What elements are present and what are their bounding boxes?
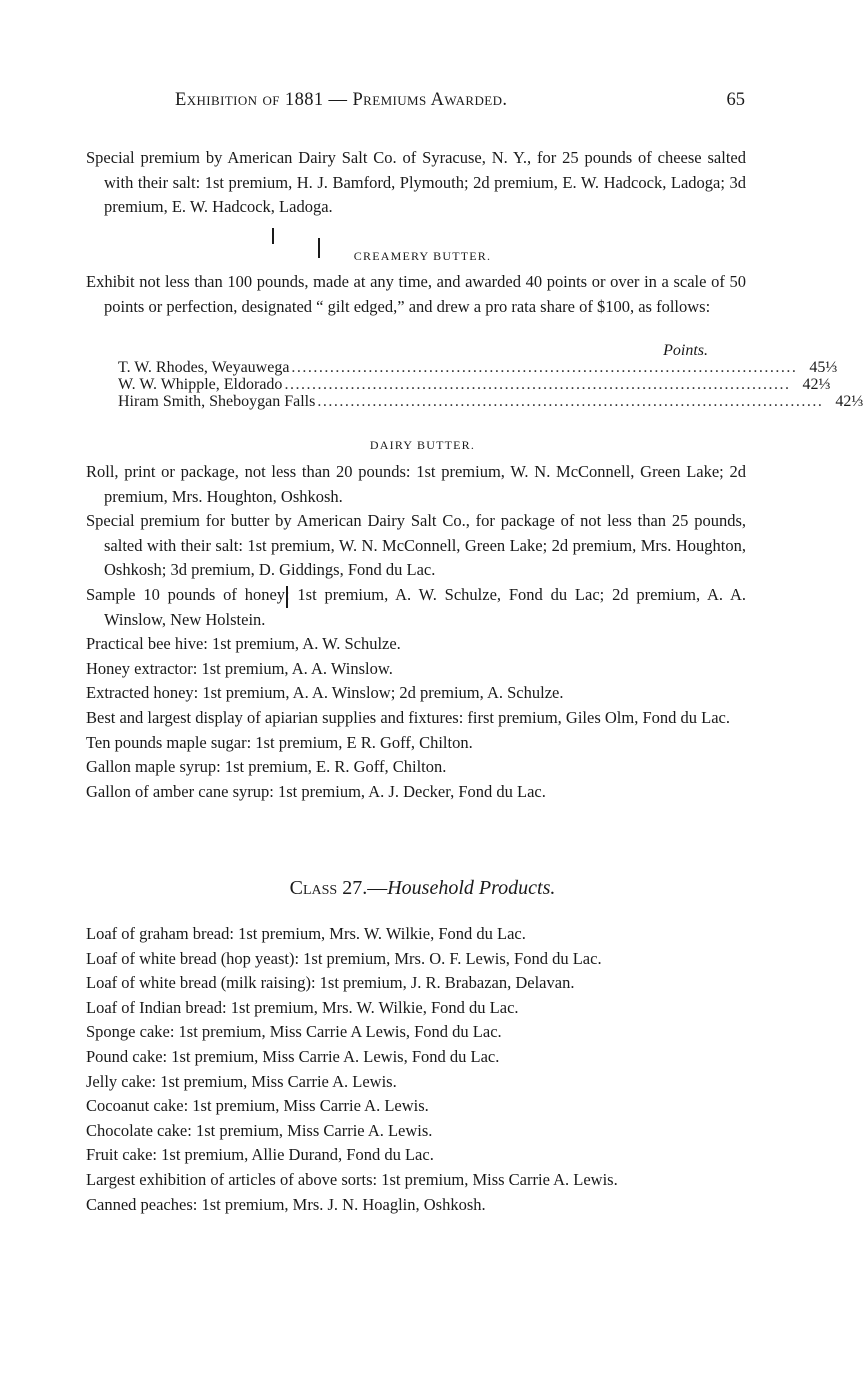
- premium-entry: Special premium for butter by American Dairy Salt Co., for package of not less than 25 pounds, salted with their salt: 1st premium, W. N. McConnell, Green Lake; 2d premium, Mrs. Houghton, Oshkosh; 3d premium, D. Giddings, Fond du Lac.: [86, 511, 746, 580]
- leader-dots: ............................................................................................: [284, 376, 791, 393]
- class-title: [0, 876, 845, 901]
- exhibitor-name: T. W. Rhodes, Weyauwega: [118, 359, 290, 376]
- premium-entry: Loaf of white bread (hop yeast): 1st premium, Mrs. O. F. Lewis, Fond du Lac.: [86, 948, 602, 968]
- premium-entry: Honey extractor: 1st premium, A. A. Winslow.: [86, 658, 393, 678]
- premium-entry: Ten pounds maple sugar: 1st premium, E R. Goff, Chilton.: [86, 732, 473, 752]
- page-number: 65: [726, 90, 745, 110]
- dairy-heading: DAIRY BUTTER.: [369, 438, 476, 452]
- premium-entry: Loaf of white bread (milk raising): 1st premium, J. R. Brabazan, Delavan.: [86, 973, 575, 993]
- class-subtitle: Household Products.: [387, 877, 556, 899]
- running-header: [175, 88, 745, 116]
- exhibitor-name: Hiram Smith, Sheboygan Falls: [118, 393, 316, 410]
- points-row: [118, 393, 863, 411]
- points-value: 45⅓: [809, 359, 838, 376]
- leader-dots: ............................................................................................: [291, 359, 798, 376]
- pencil-mark: [272, 228, 274, 244]
- cheese-section: [86, 146, 746, 220]
- premium-entry: Extracted honey: 1st premium, A. A. Winslow; 2d premium, A. Schulze.: [86, 683, 564, 703]
- dairy-section: [86, 460, 746, 804]
- premium-entry: Fruit cake: 1st premium, Allie Durand, Fond du Lac.: [86, 1145, 434, 1165]
- premium-entry: Gallon of amber cane syrup: 1st premium, A. J. Decker, Fond du Lac.: [86, 781, 546, 801]
- premium-entry: Sample 10 pounds of honey: 1st premium, A. W. Schulze, Fond du Lac; 2d premium, A. A. Winslow, New Holstein.: [86, 584, 746, 629]
- points-value: 42⅓: [835, 393, 863, 410]
- household-section: [86, 922, 746, 1217]
- points-column-header: Points.: [663, 342, 708, 359]
- points-table: [118, 342, 863, 411]
- points-row: [118, 376, 831, 394]
- creamery-heading: CREAMERY BUTTER.: [353, 249, 492, 263]
- premium-entry: Cocoanut cake: 1st premium, Miss Carrie A. Lewis.: [86, 1096, 429, 1116]
- premium-entry: Loaf of graham bread: 1st premium, Mrs. W. Wilkie, Fond du Lac.: [86, 924, 526, 943]
- premium-entry: Pound cake: 1st premium, Miss Carrie A. Lewis, Fond du Lac.: [86, 1046, 500, 1066]
- creamery-intro-block: [86, 270, 746, 319]
- leader-dots: ............................................................................................: [317, 393, 824, 410]
- premium-entry: Largest exhibition of articles of above sorts: 1st premium, Miss Carrie A. Lewis.: [86, 1169, 618, 1189]
- premium-entry: Jelly cake: 1st premium, Miss Carrie A. Lewis.: [86, 1071, 397, 1091]
- premium-entry: Best and largest display of apiarian supplies and fixtures: first premium, Giles Olm, Fond du Lac.: [86, 707, 730, 727]
- header-title: Exhibition of 1881 — Premiums Awarded.: [175, 90, 508, 110]
- premium-entry: Practical bee hive: 1st premium, A. W. Schulze.: [86, 634, 401, 654]
- premium-entry: Chocolate cake: 1st premium, Miss Carrie A. Lewis.: [86, 1120, 433, 1140]
- premium-entry: Gallon maple syrup: 1st premium, E. R. Goff, Chilton.: [86, 757, 447, 777]
- class-label: Class 27.: [289, 877, 368, 899]
- points-value: 42⅓: [802, 376, 831, 393]
- premium-entry: Canned peaches: 1st premium, Mrs. J. N. Hoaglin, Oshkosh.: [86, 1194, 486, 1214]
- pencil-mark: [286, 586, 288, 608]
- creamery-intro: Exhibit not less than 100 pounds, made at any time, and awarded 40 points or over in a scale of 50 points or perfection, designated “ gilt edged,” and drew a pro rata share of $100, as follows:: [86, 272, 746, 316]
- premium-entry: Loaf of Indian bread: 1st premium, Mrs. W. Wilkie, Fond du Lac.: [86, 997, 519, 1017]
- points-row: [118, 359, 838, 377]
- premium-entry: Sponge cake: 1st premium, Miss Carrie A Lewis, Fond du Lac.: [86, 1022, 502, 1042]
- class-dash: —: [367, 877, 388, 899]
- premium-entry: Special premium by American Dairy Salt Co. of Syracuse, N. Y., for 25 pounds of cheese salted with their salt: 1st premium, H. J. Bamford, Plymouth; 2d premium, E. W. Hadcock, Ladoga; 3d premium, E. W. Hadcock, Ladoga.: [86, 148, 746, 217]
- exhibitor-name: W. W. Whipple, Eldorado: [118, 376, 283, 393]
- premium-entry: Roll, print or package, not less than 20 pounds: 1st premium, W. N. McConnell, Green Lake; 2d premium, Mrs. Houghton, Oshkosh.: [86, 462, 746, 506]
